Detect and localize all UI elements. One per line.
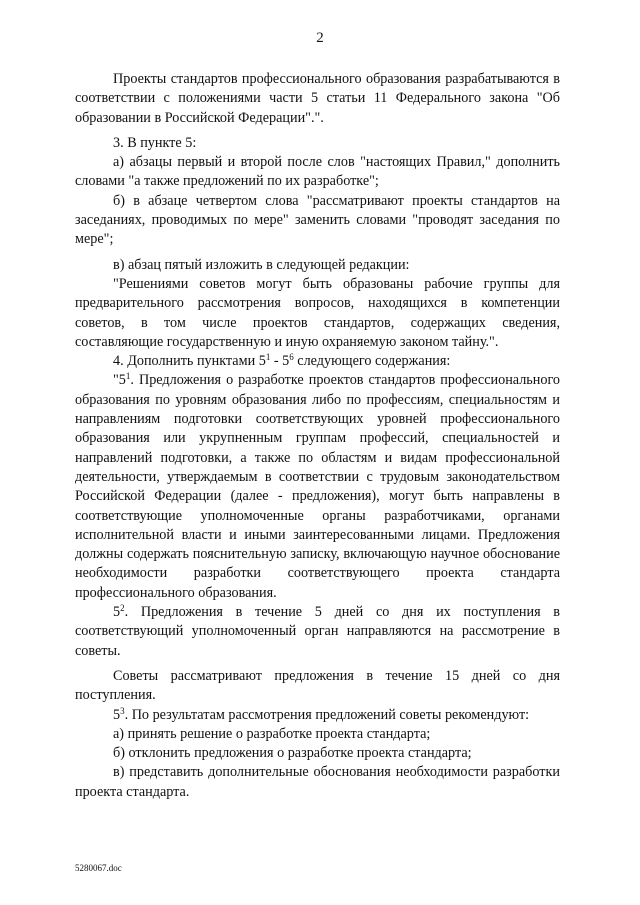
item-4-text-end: следующего содержания: [293,353,451,370]
paragraph-item-3b: б) в абзаце четвертом слова "рассматривают проекты стандартов на заседаниях, проводимых по мере" заменить словами "проводят заседания по мере"; [75,192,560,248]
item-5-3-text: . По результатам рассмотрения предложений советы рекомендуют: [124,706,530,723]
item-5-2-number: 5 [113,604,121,621]
paragraph-recommend-v: в) представить дополнительные обоснования необходимости разработки проекта стандарта. [75,764,560,800]
paragraph-item-5-2 [75,603,560,661]
item-5-1-number: "5 [113,372,126,389]
item-5-2-superscript: 2 [120,603,125,614]
paragraph-councils-review: Советы рассматривают предложения в течение 15 дней со дня поступления. [75,667,560,704]
item-5-3-superscript: 3 [120,705,125,716]
paragraph-item-3v: в) абзац пятый изложить в следующей редакции: [113,256,410,273]
item-4-superscript-last: 6 [289,352,294,363]
paragraph-item-5-1 [75,371,560,603]
item-5-3-number: 5 [113,706,121,723]
item-4-text-start: 4. Дополнить пунктами 5 [113,353,266,370]
paragraph-item-3: 3. В пункте 5: [113,134,197,151]
document-footer-filename: 5280067.doc [75,863,122,873]
document-body [75,70,560,802]
paragraph-item-4 [75,352,560,371]
paragraph-recommend-b: б) отклонить предложения о разработке проекта стандарта; [113,745,472,762]
item-5-2-text: . Предложения в течение 5 дней со дня их поступления в соответствующий уполномоченный орган направляются на рассмотрение в советы. [75,604,560,659]
item-4-superscript-first: 1 [265,352,271,363]
item-4-text-mid: - 5 [270,353,290,370]
paragraph-recommend-a: а) принять решение о разработке проекта стандарта; [113,725,431,742]
paragraph-councils-working-groups: "Решениями советов могут быть образованы рабочие группы для предварительного рассмотрения вопросов, находящихся в компетенции советов, в том числе проектов стандартов, содержащих сведения, составляющие государственную и иную охраняемую законом тайну.". [75,275,560,350]
page-number: 2 [316,30,324,46]
paragraph-item-3a: а) абзацы первый и второй после слов "настоящих Правил," дополнить словами "а также предложений по их разработке"; [75,154,560,190]
item-5-1-superscript: 1 [125,371,131,382]
paragraph-item-5-3 [75,706,560,725]
item-5-1-text: . Предложения о разработке проектов стандартов профессионального образования по уровням образования либо по профессиям, специальностям и направлениям подготовки соответствующих уровней профессионального образования или укрупненным группам профессий, специальностей и направлений подготовки, а также по областям и видам профессиональной деятельности, утверждаемым в соответствии с трудовым законодательством Российской Федерации (далее - предложения), могут быть направлены в соответствующие уполномоченные органы разработчиками, органами исполнительной власти и иными заинтересованными лицами. Предложения должны содержать пояснительную записку, включающую научное обоснование необходимости разработки соответствующего проекта стандарта профессионального образования. [75,372,560,601]
paragraph-projects-developed: Проекты стандартов профессионального образования разрабатываются в соответствии с положениями части 5 статьи 11 Федерального закона "Об образовании в Российской Федерации".". [75,71,560,126]
